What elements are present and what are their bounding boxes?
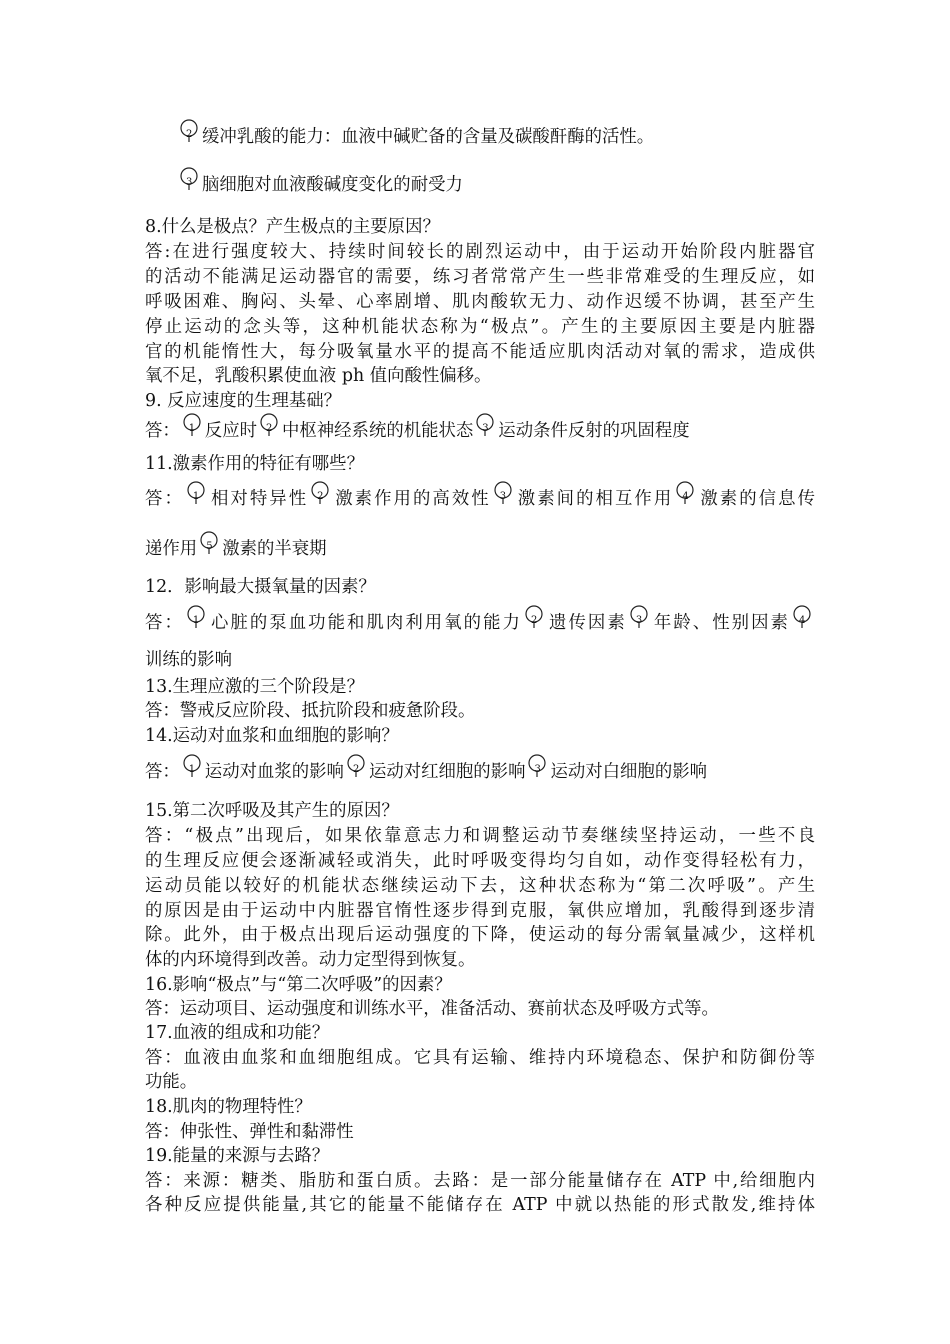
circled-number-icon — [673, 487, 698, 511]
text-segment: 官的机能惰性大，每分吸氧量水平的提高不能适应肌肉活动对氧的需求，造成供 — [145, 342, 815, 362]
text-segment: 运动对血浆的影响 — [204, 762, 344, 782]
text-line — [145, 923, 815, 947]
marker-number: 3 — [534, 764, 541, 775]
marker-number: 3 — [499, 491, 507, 502]
text-line — [145, 215, 815, 239]
text-segment: 19.能量的来源与去路？ — [145, 1146, 330, 1166]
text-segment: 激素的半衰期 — [222, 539, 327, 559]
text-segment: 遗传因素 — [547, 613, 627, 633]
text-line — [145, 1095, 815, 1119]
text-segment: 8.什么是极点？产生极点的主要原因？ — [145, 217, 440, 237]
text-segment: 反应时 — [204, 421, 257, 441]
text-line — [145, 724, 815, 748]
text-segment: 17.血液的组成和功能？ — [145, 1023, 330, 1043]
circled-number-icon — [180, 419, 205, 443]
circled-number-icon — [627, 611, 652, 635]
text-line — [145, 760, 815, 784]
text-line — [145, 899, 815, 923]
text-line — [145, 340, 815, 364]
text-line — [145, 265, 815, 289]
text-segment: 运动员能以较好的机能状态继续运动下去，这种状态称为“第二次呼吸”。产生 — [145, 876, 815, 896]
marker-number: 1 — [192, 491, 200, 502]
marker-number: 5 — [206, 541, 213, 552]
marker-number: 1 — [188, 764, 196, 775]
text-segment: 激素间的相互作用 — [515, 489, 674, 509]
marker-number: 3 — [186, 177, 193, 188]
text-segment: 中枢神经系统的机能状态 — [281, 421, 474, 441]
text-line — [145, 315, 815, 339]
text-line — [145, 389, 815, 413]
text-segment: 答：“极点”出现后，如果依靠意志力和调整运动节奏继续坚持运动，一些不良 — [145, 826, 815, 846]
text-line — [145, 452, 815, 476]
circled-number-icon — [184, 611, 209, 635]
text-segment: 脑细胞对血液酸碱度变化的耐受力 — [202, 175, 463, 195]
text-line — [145, 1070, 815, 1094]
text-line — [145, 1169, 815, 1193]
text-line — [145, 799, 815, 823]
circled-number-icon — [308, 487, 333, 511]
text-segment: 递作用 — [145, 539, 198, 559]
text-line — [145, 290, 815, 314]
text-segment: 激素作用的高效性 — [333, 489, 491, 509]
text-line — [145, 1144, 815, 1168]
circled-number-icon — [522, 611, 547, 635]
text-line — [145, 849, 815, 873]
text-line — [145, 648, 815, 672]
text-segment: 体的内环境得到改善。动力定型得到恢复。 — [145, 950, 476, 970]
text-line — [145, 1193, 815, 1217]
circled-number-icon — [491, 487, 516, 511]
text-segment: 除。此外，由于极点出现后运动强度的下降，使运动的每分需氧量减少，这样机 — [145, 925, 815, 945]
text-segment: 激素的信息传 — [698, 489, 815, 509]
text-line — [177, 173, 847, 197]
text-segment: 功能。 — [145, 1072, 198, 1092]
text-line — [145, 1046, 815, 1070]
text-line — [145, 948, 815, 972]
circled-number-icon — [473, 419, 498, 443]
circled-number-icon — [177, 173, 202, 197]
text-segment: 答：运动项目、运动强度和训练水平，准备活动、赛前状态及呼吸方式等。 — [145, 999, 719, 1019]
circled-number-icon — [177, 125, 202, 149]
text-line — [145, 487, 815, 511]
circled-number-icon — [790, 611, 815, 635]
text-line — [145, 537, 815, 561]
circled-number-icon — [344, 760, 369, 784]
text-line — [145, 419, 815, 443]
text-segment: 14.运动对血浆和血细胞的影响？ — [145, 726, 399, 746]
text-segment: 年龄、性别因素 — [651, 613, 790, 633]
marker-number: 4 — [682, 491, 689, 502]
text-segment: 答： — [145, 421, 180, 441]
text-line — [145, 611, 815, 635]
text-line — [145, 874, 815, 898]
text-segment: 16.影响“极点”与“第二次呼吸”的因素？ — [145, 975, 452, 995]
text-line — [145, 364, 815, 388]
text-line — [145, 699, 815, 723]
circled-number-icon — [184, 487, 209, 511]
text-segment: 答：警戒反应阶段、抵抗阶段和疲惫阶段。 — [145, 701, 476, 721]
marker-number: 2 — [317, 491, 324, 502]
text-segment: 的原因是由于运动中内脏器官惰性逐步得到克服，氧供应增加，乳酸得到逐步清 — [145, 901, 815, 921]
circled-number-icon — [525, 760, 550, 784]
text-segment: 心脏的泵血功能和肌肉利用氧的能力 — [208, 613, 522, 633]
circled-number-icon — [197, 537, 222, 561]
text-line — [145, 1021, 815, 1045]
text-segment: 的活动不能满足运动器官的需要，练习者常常产生一些非常难受的生理反应，如 — [145, 267, 815, 287]
text-segment: 答:在进行强度较大、持续时间较长的剧烈运动中，由于运动开始阶段内脏器官 — [145, 242, 815, 262]
text-segment: 答： — [145, 489, 184, 509]
text-line — [145, 973, 815, 997]
text-segment: 12．影响最大摄氧量的因素？ — [145, 577, 376, 597]
text-segment: 答： — [145, 613, 184, 633]
text-segment: 缓冲乳酸的能力：血液中碱贮备的含量及碳酸酐酶的活性。 — [202, 127, 655, 147]
text-segment: 15.第二次呼吸及其产生的原因？ — [145, 801, 399, 821]
text-segment: 答：血液由血浆和血细胞组成。它具有运输、维持内环境稳态、保护和防御份等 — [145, 1048, 815, 1068]
circled-number-icon — [257, 419, 282, 443]
text-segment: 的生理反应便会逐渐减轻或消失，此时呼吸变得均匀自如，动作变得轻松有力， — [145, 851, 815, 871]
text-segment: 相对特异性 — [208, 489, 309, 509]
text-line — [145, 675, 815, 699]
text-segment: 答：伸张性、弹性和黏滞性 — [145, 1122, 354, 1142]
text-segment: 停止运动的念头等，这种机能状态称为“极点”。产生的主要原因主要是内脏器 — [145, 317, 815, 337]
text-segment: 答： — [145, 762, 180, 782]
text-segment: 运动对白细胞的影响 — [550, 762, 707, 782]
marker-number: 3 — [482, 423, 489, 434]
marker-number: 1 — [192, 615, 200, 626]
text-segment: 呼吸困难、胸闷、头晕、心率剧增、肌肉酸软无力、动作迟缓不协调，甚至产生 — [145, 292, 815, 312]
text-segment: 11.激素作用的特征有哪些？ — [145, 454, 364, 474]
marker-number: 2 — [352, 764, 360, 775]
text-segment: 运动条件反射的巩固程度 — [498, 421, 690, 441]
text-line — [177, 125, 847, 149]
text-line — [145, 1120, 815, 1144]
marker-number: 2 — [186, 129, 193, 140]
text-segment: 9. 反应速度的生理基础？ — [145, 391, 342, 411]
text-segment: 13.生理应激的三个阶段是？ — [145, 677, 364, 697]
marker-number: 2 — [531, 615, 538, 626]
text-segment: 答：来源：糖类、脂肪和蛋白质。去路：是一部分能量储存在 ATP 中,给细胞内 — [145, 1171, 815, 1191]
marker-number: 1 — [188, 423, 196, 434]
marker-number: 3 — [635, 615, 643, 626]
text-line — [145, 240, 815, 264]
text-segment: 18.肌肉的物理特性？ — [145, 1097, 312, 1117]
text-segment: 各种反应提供能量,其它的能量不能储存在 ATP 中就以热能的形式散发,维持体 — [145, 1195, 815, 1215]
text-segment: 运动对红细胞的影响 — [368, 762, 526, 782]
text-segment: 氧不足，乳酸积累使血液 ph 值向酸性偏移。 — [145, 366, 492, 386]
circled-number-icon — [180, 760, 205, 784]
text-line — [145, 575, 815, 599]
text-segment: 训练的影响 — [145, 650, 232, 670]
marker-number: 4 — [798, 615, 806, 626]
marker-number: 2 — [265, 423, 273, 434]
text-line — [145, 824, 815, 848]
text-line — [145, 997, 815, 1021]
